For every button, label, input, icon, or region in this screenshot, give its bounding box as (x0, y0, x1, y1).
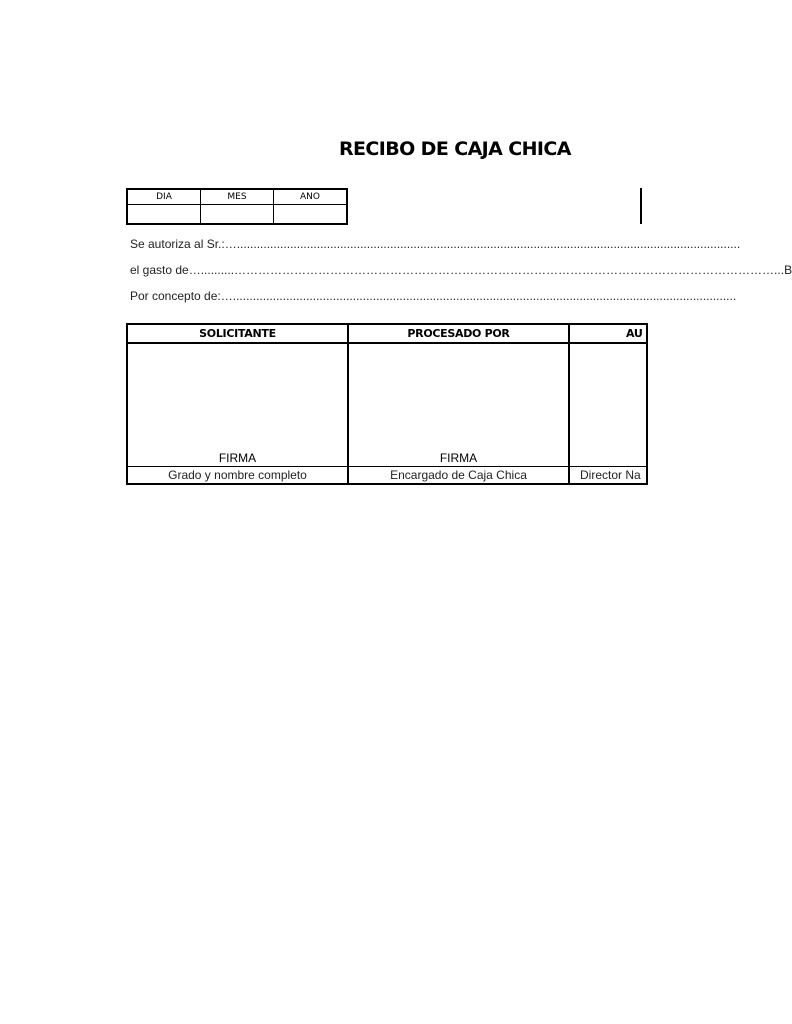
signature-table (126, 323, 648, 485)
document-title: RECIBO DE CAJA CHICA (339, 138, 571, 160)
signature-header-authorized: AU (569, 324, 647, 343)
amount-box-edge (640, 188, 642, 224)
expense-amount-line[interactable] (130, 263, 792, 277)
firma-label-requester: FIRMA (218, 451, 257, 465)
date-header-year: ANO (274, 189, 348, 205)
signature-box-authorized[interactable] (569, 343, 647, 467)
expense-amount-label: el gasto de… (130, 263, 201, 277)
concept-dots: ....................................................................................................................................................... (232, 289, 737, 303)
signature-footer-requester: Grado y nombre completo (127, 467, 348, 485)
expense-amount-dots: ..........………………………………………………………………………………………………………………………... (200, 263, 785, 277)
authorized-person-label: Se autoriza al Sr.:… (130, 237, 237, 251)
signature-footer-authorized: Director Na (569, 467, 647, 485)
signature-header-processed-by: PROCESADO POR (348, 324, 569, 343)
signature-footer-processed-by: Encargado de Caja Chica (348, 467, 569, 485)
authorized-person-line[interactable] (130, 237, 741, 251)
signature-box-processed-by[interactable] (348, 343, 569, 467)
firma-label-processed-by: FIRMA (439, 451, 478, 465)
date-year-field[interactable] (274, 205, 348, 225)
signature-box-requester[interactable] (127, 343, 348, 467)
date-day-field[interactable] (127, 205, 201, 225)
signature-header-requester: SOLICITANTE (127, 324, 348, 343)
authorized-person-dots: ....................................................................................................................................................... (236, 237, 741, 251)
date-table (126, 188, 348, 225)
date-header-month: MES (201, 189, 274, 205)
expense-amount-tail: B (784, 263, 792, 277)
concept-label: Por concepto de:… (130, 289, 233, 303)
date-header-day: DIA (127, 189, 201, 205)
concept-line[interactable] (130, 289, 737, 303)
date-month-field[interactable] (201, 205, 274, 225)
